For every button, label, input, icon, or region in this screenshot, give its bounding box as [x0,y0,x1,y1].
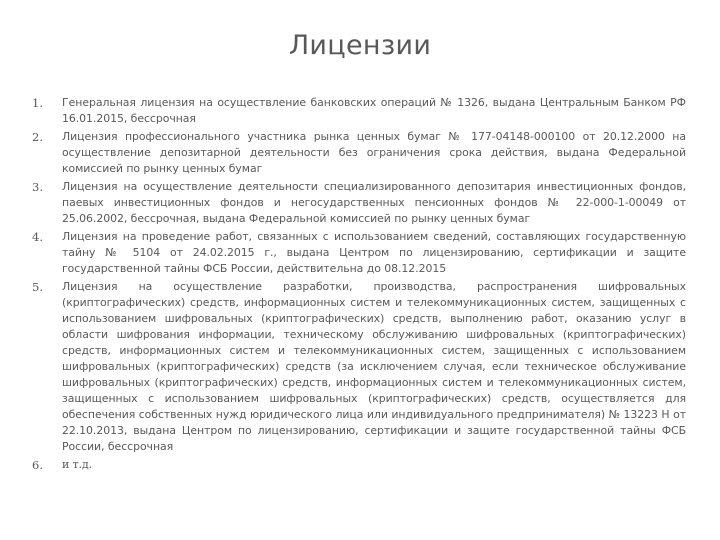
list-item-number: 5. [32,280,43,294]
list-item [32,229,686,277]
list-item-number: 6. [32,458,43,472]
list-item [32,457,686,473]
list-item [32,129,686,177]
list-item [32,95,686,127]
list-item-number: 2. [32,130,43,144]
list-item-text: Генеральная лицензия на осуществление банковских операций № 1326, выдана Центральным Банком РФ 16.01.2015, бессрочная [62,96,686,125]
list-item [32,179,686,227]
list-item-number: 1. [32,96,43,110]
slide-title: Лицензии [288,30,432,61]
list-item-text: и т.д. [62,458,93,471]
license-list [32,95,686,475]
list-item-text: Лицензия на проведение работ, связанных с использованием сведений, составляющих государственную тайну № 5104 от 24.02.2015 г., выдана Центром по лицензированию, сертификации и защите государственной тайны ФСБ России, действительна до 08.12.2015 [62,230,686,275]
list-item-text: Лицензия на осуществление деятельности специализированного депозитария инвестиционных фондов, паевых инвестиционных фондов и негосударственных пенсионных фондов № 22-000-1-00049 от 25.06.2002, бессрочная, выдана Федеральной комиссией по рынку ценных бумаг [62,180,686,225]
list-item [32,279,686,455]
list-item-text: Лицензия профессионального участника рынка ценных бумаг № 177-04148-000100 от 20.12.2000 на осуществление депозитарной деятельности без ограничения срока действия, выдана Федеральной комиссией по рынку ценных бумаг [62,130,686,175]
list-item-number: 4. [32,230,43,244]
list-item-text: Лицензия на осуществление разработки, производства, распространения шифровальных (криптографических) средств, информационных систем и телекоммуникационных систем, защищенных с использованием шифровальных (криптографических) средств, выполнению работ, оказанию услуг в области шифрования информации, техническому обслуживанию шифровальных (криптографических) средств, информационных систем и телекоммуникационных систем, защищенных с использованием шифровальных (криптографических) средств (за исключением случая, если техническое обслуживание шифровальных (криптографических) средств, информационных систем и телекоммуникационных систем, защищенных с использованием шифровальных (криптографических) средств, осуществляется для обеспечения собственных нужд юридического лица или индивидуального предпринимателя) № 13223 Н от 22.10.2013, выдана Центром по лицензированию, сертификации и защите государственной тайны ФСБ России, бессрочная [62,280,686,453]
list-item-number: 3. [32,180,43,194]
